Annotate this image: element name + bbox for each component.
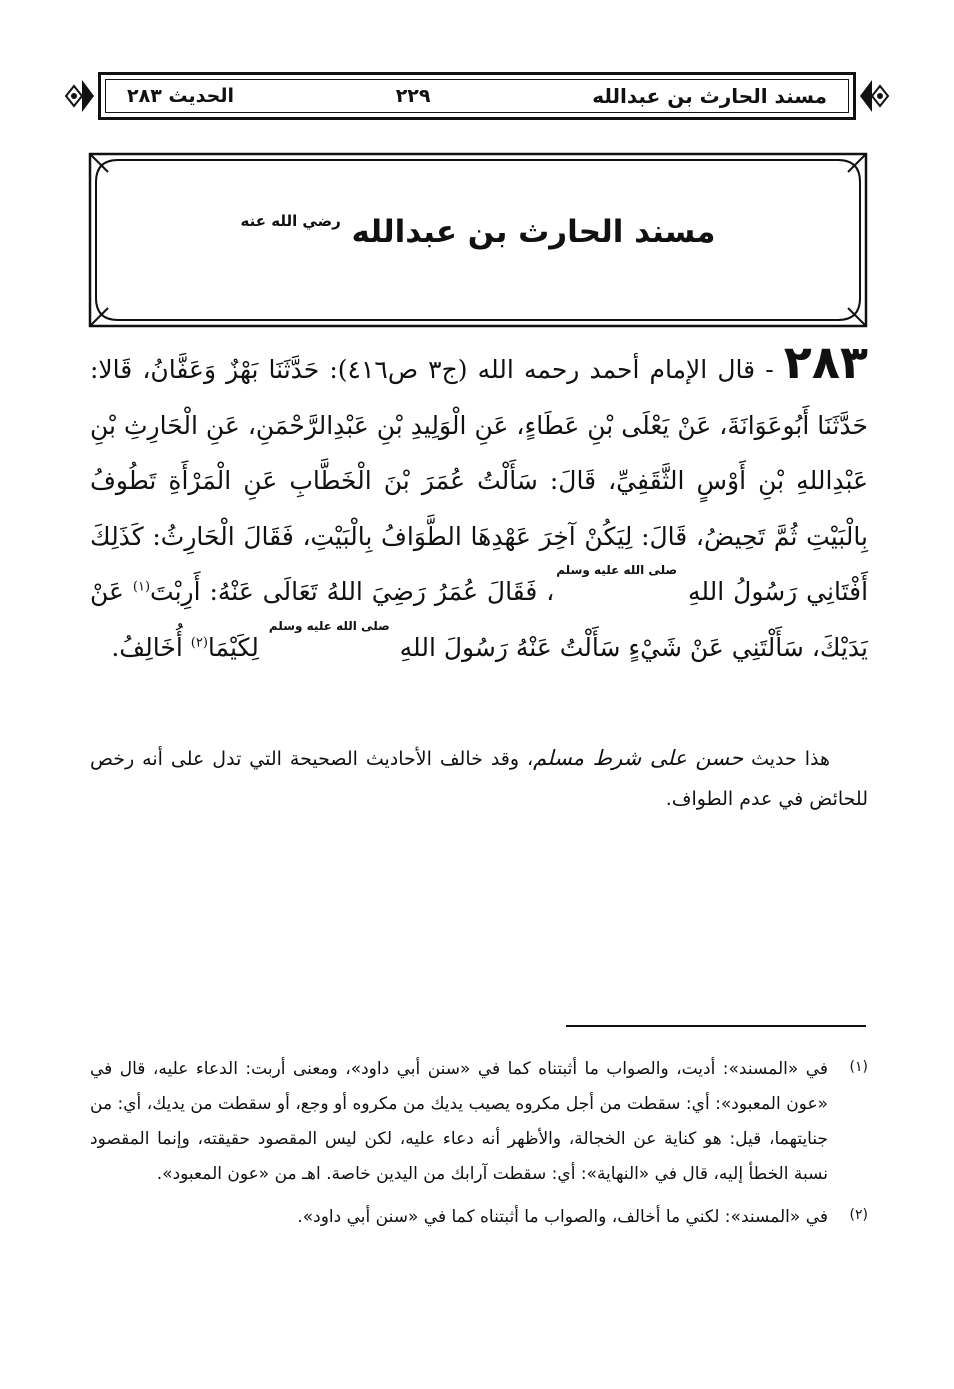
footnote-text: في «المسند»: أديت، والصواب ما أثبتناه كما في «سنن أبي داود»، ومعنى أربت: الدعاء عليه، قال في «عون المعبود»: أي: سقطت من أجل مكروه يصيب يديك من مكروه أو وجع، أو سقطت من يديك، أي: من جنايتهما، قيل: هو كناية عن الخجالة، والأظهر أنه دعاء عليه، لكن ليس المقصود حقيقته، وإنما المقصود نسبة الخطأ إليه، قال في «النهاية»: أي: سقطت آرابك من اليدين خاصة. اهـ من «عون المعبود». — [90, 1059, 828, 1184]
salawat-ligature: صلى الله عليه وسلم — [556, 563, 678, 577]
footnote-number: (١) — [849, 1059, 868, 1075]
header-hadith-label: الحديث ٢٨٣ — [127, 85, 234, 107]
running-header — [98, 72, 856, 120]
chapter-title — [88, 214, 868, 250]
hadith-part-4: لِكَيْمَا — [207, 632, 259, 662]
hadith-part-3: عَنْ يَدَيْكَ، سَأَلْتَنِي عَنْ شَيْءٍ سَأَلْتُ عَنْهُ رَسُولَ اللهِ — [90, 577, 868, 662]
footnote-ref-1[interactable]: (١) — [132, 579, 151, 595]
header-book-title: مسند الحارث بن عبدالله — [592, 84, 827, 108]
hadith-part-1: - قال الإمام أحمد رحمه الله (ج٣ ص٤١٦): حَدَّثَنَا بَهْزٌ وَعَفَّانُ، قَالا: حَدَّثَنَا أَبُوعَوَانَةَ، عَنْ يَعْلَى بْنِ عَطَاءٍ، عَنِ الْوَلِيدِ بْنِ عَبْدِالرَّحْمَنِ، عَنِ الْحَارِثِ بْنِ عَبْدِاللهِ بْنِ أَوْسٍ الثَّقَفِيِّ، قَالَ: سَأَلْتُ عُمَرَ بْنَ الْخَطَّابِ عَنِ الْمَرْأَةِ تَطُوفُ بِالْبَيْتِ ثُمَّ تَحِيضُ، قَالَ: لِيَكُنْ آخِرَ عَهْدِهَا الطَّوَافُ بِالْبَيْتِ، فَقَالَ الْحَارِثُ: كَذَلِكَ أَفْتَانِي رَسُولُ اللهِ — [90, 355, 869, 606]
grading-part-2: ، وقد خالف الأحاديث الصحيحة التي تدل على أنه رخص للحائض في عدم الطواف. — [90, 748, 868, 810]
hadith-part-5: أُخَالِفُ. — [111, 632, 183, 662]
header-ornament-right-icon — [858, 74, 892, 118]
chapter-title-frame — [88, 152, 868, 328]
grading-part-1: هذا حديث — [751, 748, 830, 770]
hadith-part-2: ، فَقَالَ عُمَرُ رَضِيَ اللهُ تَعَالَى عَنْهُ: أَرِبْتَ — [150, 577, 555, 606]
hadith-grading — [90, 738, 868, 819]
footnotes — [90, 1052, 868, 1243]
hadith-text — [90, 335, 869, 675]
footnote-1 — [90, 1052, 868, 1192]
footnote-separator — [566, 1025, 866, 1027]
salawat-ligature-2: صلى الله عليه وسلم — [268, 618, 390, 633]
chapter-title-text: مسند الحارث بن عبدالله — [351, 214, 716, 250]
header-page-number: ٢٢٩ — [395, 85, 431, 107]
footnote-2 — [90, 1200, 868, 1235]
header-ornament-left-icon — [62, 74, 96, 118]
footnote-number: (٢) — [849, 1207, 868, 1223]
grading-calligraphy: حسن على شرط مسلم — [533, 746, 744, 770]
honorific-ligature: رضي الله عنه — [240, 212, 341, 230]
footnote-ref-2[interactable]: (٢) — [190, 635, 208, 651]
hadith-number: ٢٨٣ — [783, 335, 869, 389]
footnote-text: في «المسند»: لكني ما أخالف، والصواب ما أثبتناه كما في «سنن أبي داود». — [297, 1207, 828, 1227]
